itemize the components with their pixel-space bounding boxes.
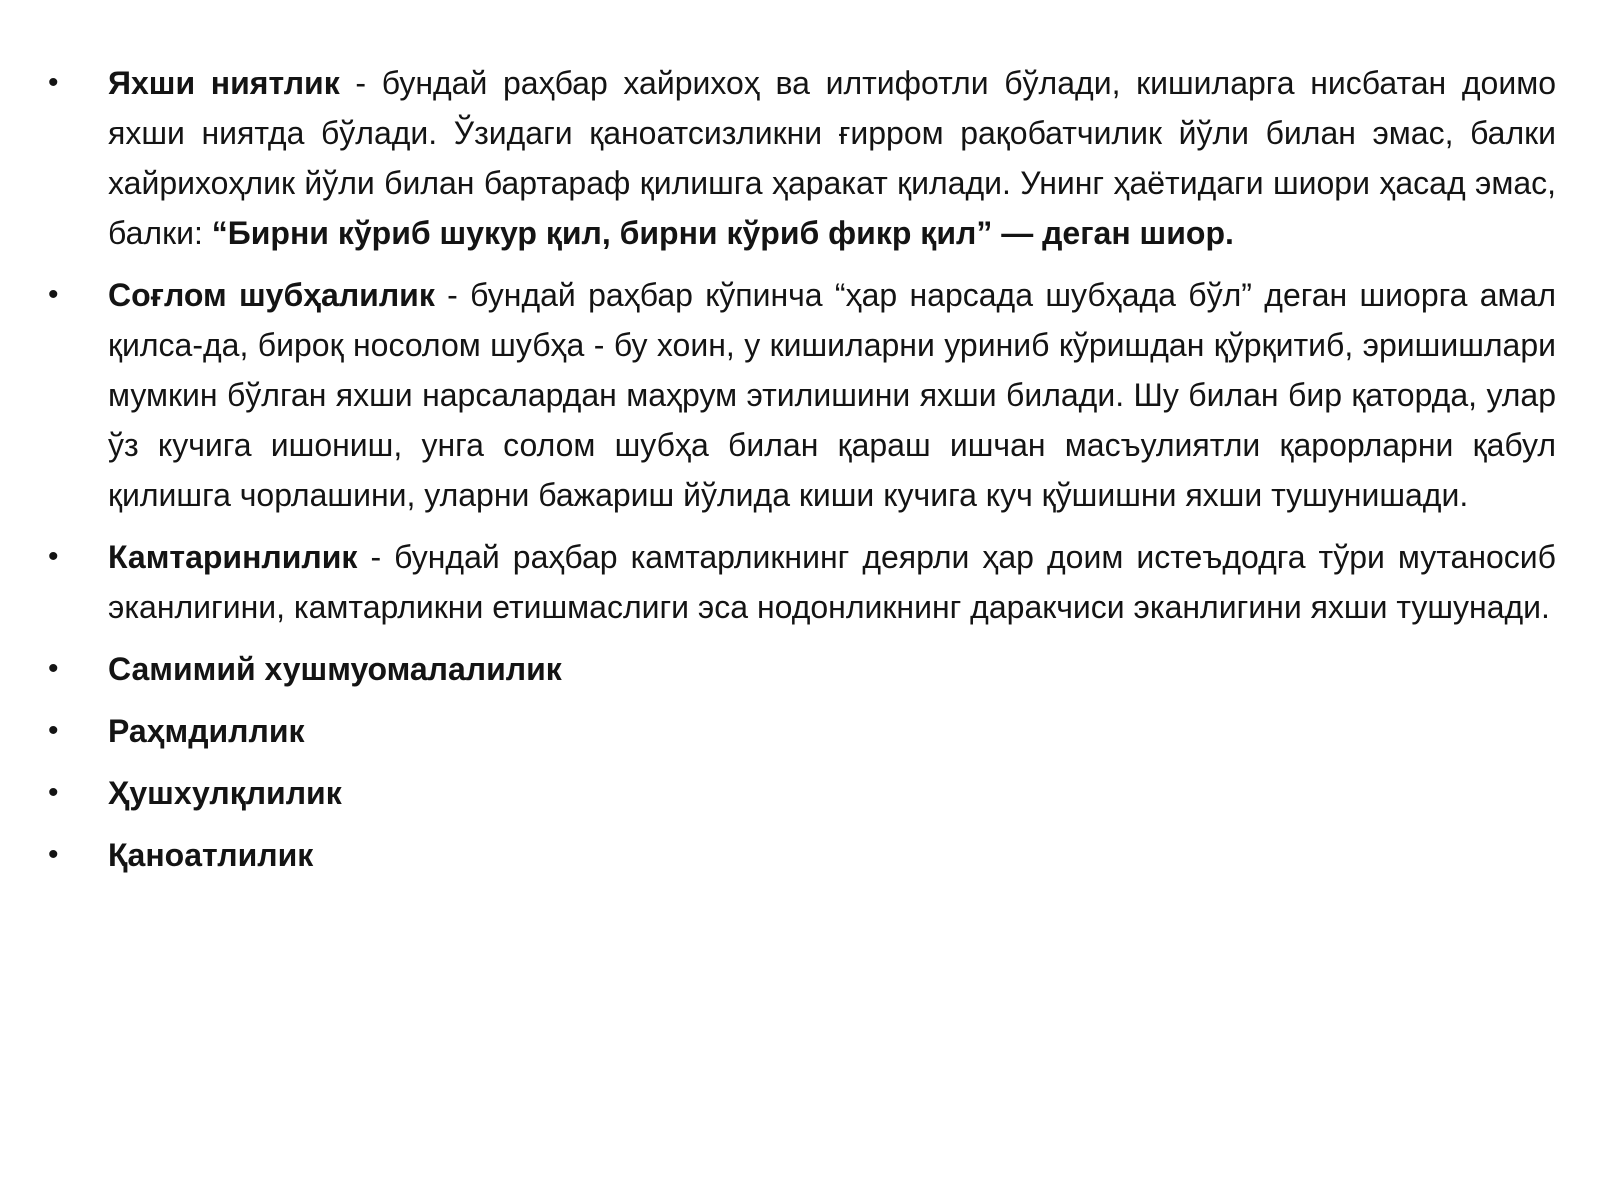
bullet-text: [108, 58, 1556, 258]
bullet-marker: •: [48, 652, 59, 685]
bullet-marker: •: [48, 838, 59, 871]
bullet-text: [108, 532, 1556, 632]
bullet-text: [108, 768, 1556, 818]
list-item: [48, 768, 1556, 818]
bullet-description: - бундай раҳбар кўпинча “ҳар нарсада шубҳада бўл” деган шиорга амал қилса-да, бироқ носолом шубҳа - бу хоин, у кишиларни уриниб кўришдан қўрқитиб, эришишлари мумкин бўлган яхши нарсалардан маҳрум этилишини яхши билади. Шу билан бир қаторда, улар ўз кучига ишониш, унга солом шубҳа билан қараш ишчан масъулиятли қарорларни қабул қилишга чорлашини, уларни бажариш йўлида киши кучига куч қўшишни яхши тушунишади.: [108, 277, 1557, 513]
bullet-term: Яхши ниятлик: [108, 65, 340, 101]
bullet-list: [48, 58, 1556, 880]
list-item: [48, 644, 1556, 694]
bullet-text: [108, 830, 1556, 880]
bullet-term: Раҳмдиллик: [108, 713, 305, 749]
list-item: [48, 270, 1556, 520]
list-item: [48, 706, 1556, 756]
list-item: [48, 532, 1556, 632]
bullet-marker: •: [48, 714, 59, 747]
bullet-description: - бундай раҳбар хайрихоҳ ва илтифотли бўлади, кишиларга нисбатан доимо яхши ниятда бўлади. Ўзидаги қаноатсизликни ғирром рақобатчилик йўли билан эмас, балки хайрихоҳлик йўли билан бартараф қилишга ҳаракат қилади. Унинг ҳаётидаги шиори ҳасад эмас, балки:: [108, 65, 1557, 251]
bullet-marker: •: [48, 278, 59, 311]
bullet-description: - бундай раҳбар камтарликнинг деярли ҳар доим истеъдодга тўри мутаносиб эканлигини, камтарликни етишмаслиги эса нодонликнинг даракчиси эканлигини яхши тушунади.: [108, 539, 1556, 625]
bullet-text: [108, 270, 1556, 520]
bullet-marker: •: [48, 66, 59, 99]
bullet-term: Самимий хушмуомалалилик: [108, 651, 562, 687]
bullet-term: Қаноатлилик: [108, 837, 314, 873]
bullet-text: [108, 644, 1556, 694]
bullet-term: Соғлом шубҳалилик: [108, 277, 435, 313]
list-item: [48, 58, 1556, 258]
bullet-term: Ҳушхулқлилик: [108, 775, 342, 811]
bullet-term: Камтаринлилик: [108, 539, 358, 575]
bullet-motto: “Бирни кўриб шукур қил, бирни кўриб фикр қил” — деган шиор.: [211, 215, 1234, 251]
bullet-text: [108, 706, 1556, 756]
bullet-marker: •: [48, 776, 59, 809]
bullet-marker: •: [48, 540, 59, 573]
list-item: [48, 830, 1556, 880]
